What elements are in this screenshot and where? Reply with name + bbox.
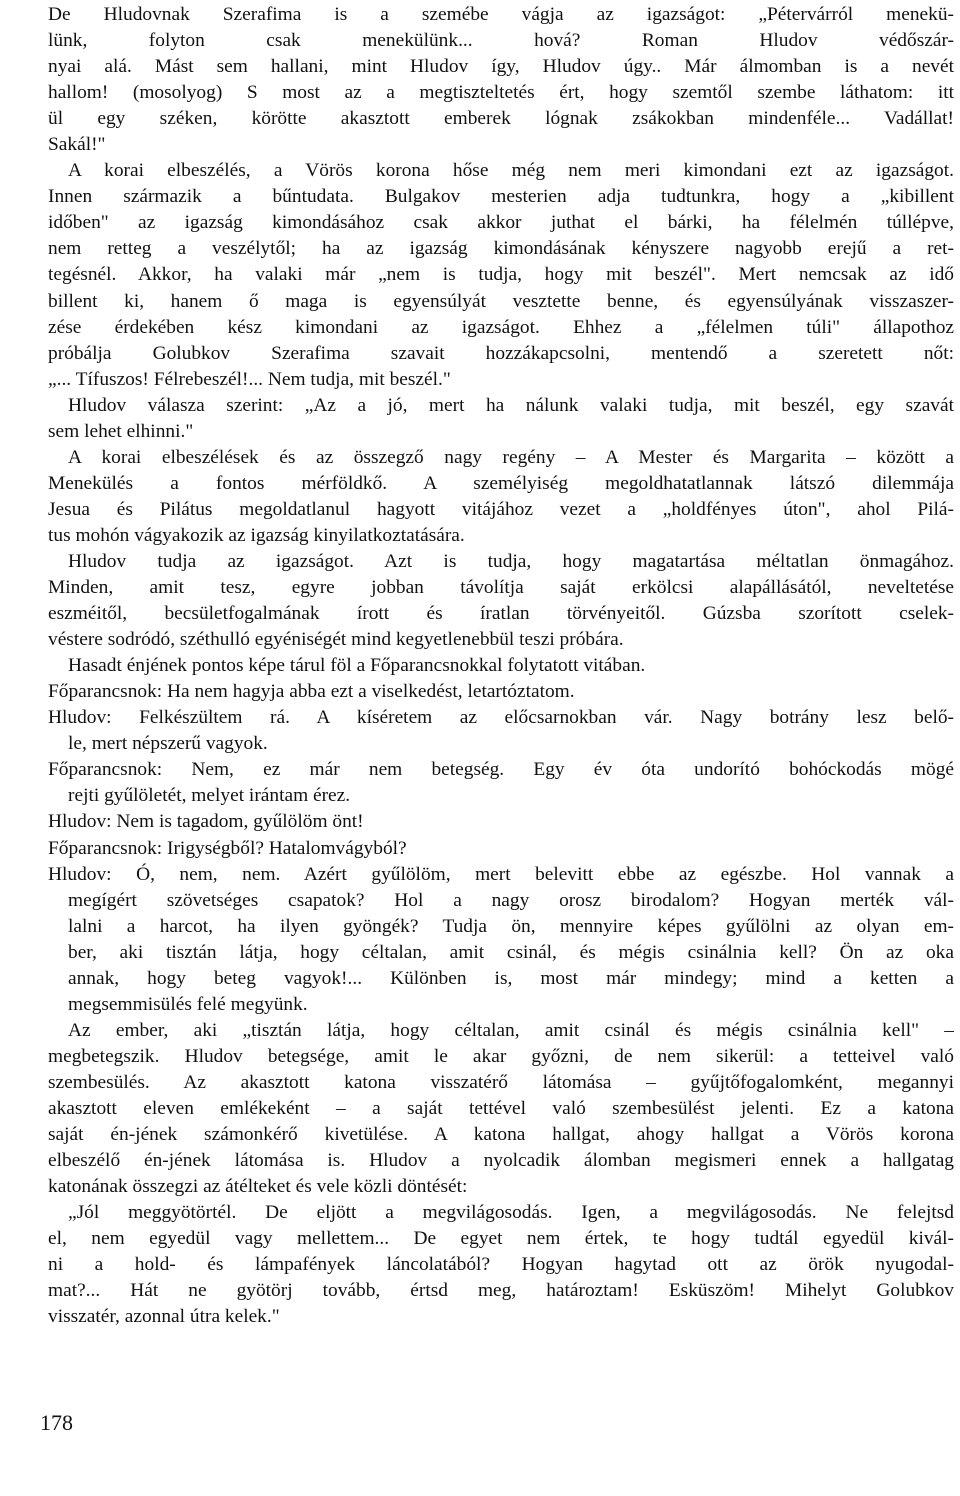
- text-line: Hludov: Felkészültem rá. A kíséretem az előcsarnokban vár. Nagy botrány lesz belő-: [48, 707, 954, 729]
- text-line: megsemmisülés felé megyünk.: [68, 993, 308, 1015]
- text-line: Az ember, aki „tisztán látja, hogy céltalan, amit csinál és mégis csinálnia kell" –: [68, 1019, 954, 1041]
- text-line: le, mert népszerű vagyok.: [68, 733, 268, 755]
- text-line: Hludov: Nem is tagadom, gyűlölöm önt!: [48, 811, 364, 833]
- text-line: De Hludovnak Szerafima is a szemébe vágja az igazságot: „Pétervárról menekü-: [48, 4, 954, 25]
- text-line: szembesülés. Az akasztott katona visszatérő látomása – gyűjtőfogalomként, megannyi: [48, 1071, 954, 1093]
- text-line: megígért szövetséges csapatok? Hol a nagy orosz birodalom? Hogyan merték vál-: [68, 889, 954, 911]
- text-line: Hludov tudja az igazságot. Azt is tudja, hogy magatartása méltatlan önmagához.: [68, 550, 954, 572]
- text-line: Minden, amit tesz, egyre jobban távolítja saját erkölcsi alapállásától, neveltetése: [48, 577, 954, 599]
- text-line: véstere sodródó, széthulló egyéniségét mind kegyetlenebbül teszi próbára.: [48, 629, 624, 651]
- text-line: saját én-jének számonkérő kivetülése. A katona hallgat, ahogy hallgat a Vörös korona: [48, 1124, 954, 1146]
- text-line: annak, hogy beteg vagyok!... Különben is, most már mindegy; mind a ketten a: [68, 967, 954, 989]
- text-line: időben" az igazság kimondásához csak akkor juthat el bárki, ha félelmén túllépve,: [48, 212, 954, 234]
- text-line: eszméitől, becsületfogalmának írott és íratlan törvényeitől. Gúzsba szorított cselek-: [48, 603, 954, 625]
- text-line: „Jól meggyötörtél. De eljött a megvilágosodás. Igen, a megvilágosodás. Ne felejtsd: [68, 1202, 954, 1224]
- text-line: Hasadt énjének pontos képe tárul föl a Főparancsnokkal folytatott vitában.: [68, 655, 646, 677]
- text-line: lalni a harcot, ha ilyen gyöngék? Tudja ön, mennyire képes gyűlölni az olyan em-: [68, 915, 954, 937]
- text-line: ni a hold- és lámpafények láncolatából? Hogyan hagytad ott az örök nyugodal-: [48, 1254, 954, 1276]
- text-line: nyai alá. Mást sem hallani, mint Hludov így, Hludov úgy.. Már álmomban is a nevét: [48, 56, 954, 78]
- text-line: zése érdekében kész kimondani az igazságot. Ehhez a „félelmen túli" állapothoz: [48, 316, 954, 338]
- text-line: rejti gyűlöletét, melyet irántam érez.: [68, 785, 351, 807]
- text-line: ül egy széken, körötte akasztott emberek lógnak zsákokban mindenféle... Vadállat!: [48, 108, 954, 130]
- text-line: „... Tífuszos! Félrebeszél!... Nem tudja, mit beszél.": [48, 368, 451, 390]
- text-line: mat?... Hát ne gyötörj tovább, értsd meg, határoztam! Esküszöm! Mihelyt Golubkov: [48, 1280, 954, 1302]
- text-line: Főparancsnok: Ha nem hagyja abba ezt a viselkedést, letartóztatom.: [48, 681, 575, 703]
- text-line: próbálja Golubkov Szerafima szavait hozzákapcsolni, mentendő a szeretett nőt:: [48, 342, 954, 364]
- text-line: ber, aki tisztán látja, hogy céltalan, amit csinál, és mégis csinálnia kell? Ön az oka: [68, 941, 954, 963]
- text-line: Menekülés a fontos mérföldkő. A személyiség megoldhatatlannak látszó dilemmája: [48, 472, 954, 494]
- text-line: Sakál!": [48, 134, 106, 156]
- text-line: nem retteg a veszélytől; ha az igazság kimondásának kényszere nagyobb erejű a ret-: [48, 238, 954, 260]
- text-line: tegésnél. Akkor, ha valaki már „nem is tudja, hogy mit beszél". Mert nemcsak az idő: [48, 264, 954, 286]
- text-line: tus mohón vágyakozik az igazság kinyilatkoztatására.: [48, 524, 465, 546]
- text-line: Főparancsnok: Nem, ez már nem betegség. Egy év óta undorító bohóckodás mögé: [48, 759, 954, 781]
- text-line: A korai elbeszélés, a Vörös korona hőse még nem meri kimondani ezt az igazságot.: [68, 160, 954, 182]
- text-line: billent ki, hanem ő maga is egyensúlyát vesztette benne, és egyensúlyának visszaszer-: [48, 290, 954, 312]
- page-body: [48, 2, 954, 1330]
- text-line: elbeszélő én-jének látomása is. Hludov a nyolcadik álomban megismeri ennek a hallgatag: [48, 1150, 954, 1172]
- page-number: 178: [40, 1410, 73, 1435]
- text-line: el, nem egyedül vagy mellettem... De egyet nem értek, te hogy tudtál egyedül kivál-: [48, 1228, 954, 1250]
- text-line: lünk, folyton csak menekülünk... hová? Roman Hludov védőszár-: [48, 30, 954, 52]
- text-line: Főparancsnok: Irigységből? Hatalomvágyból?: [48, 837, 407, 859]
- text-line: visszatér, azonnal útra kelek.": [48, 1306, 280, 1328]
- text-line: hallom! (mosolyog) S most az a megtiszteltetés ért, hogy szemtől szembe láthatom: itt: [48, 82, 954, 104]
- text-line: akasztott eleven emlékeként – a saját tettével való szembesülést jelenti. Ez a katona: [48, 1097, 954, 1119]
- text-line: Hludov: Ó, nem, nem. Azért gyűlölöm, mert belevitt ebbe az egészbe. Hol vannak a: [48, 863, 954, 885]
- text-line: sem lehet elhinni.": [48, 420, 194, 442]
- text-line: Innen származik a bűntudata. Bulgakov mesterien adja tudtunkra, hogy a „kibillent: [48, 186, 954, 208]
- text-line: A korai elbeszélések és az összegző nagy regény – A Mester és Margarita – között a: [68, 446, 954, 468]
- text-line: Jesua és Pilátus megoldatlanul hagyott vitájához vezet a „holdfényes úton", ahol Pilá-: [48, 498, 954, 520]
- text-line: katonának összegzi az átélteket és vele közli döntését:: [48, 1176, 468, 1198]
- text-line: Hludov válasza szerint: „Az a jó, mert ha nálunk valaki tudja, mit beszél, egy szavát: [68, 394, 954, 416]
- text-line: megbetegszik. Hludov betegsége, amit le akar győzni, de nem sikerül: a tetteivel való: [48, 1045, 954, 1067]
